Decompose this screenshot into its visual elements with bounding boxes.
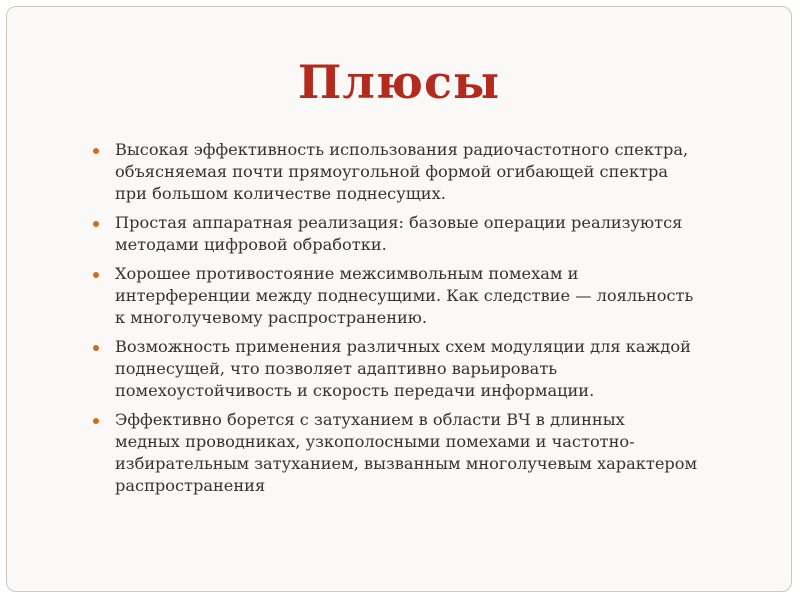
bullet-text: Простая аппаратная реализация: базовые операции реализуются методами цифровой обработки. <box>115 213 683 254</box>
bullet-dot-icon <box>93 148 99 154</box>
bullet-item <box>89 139 761 205</box>
bullet-text: Высокая эффективность использования радиочастотного спектра, объясняемая почти прямоугольной формой огибающей спектра при большом количестве поднесущих. <box>115 140 689 203</box>
bullet-text: Хорошее противостояние межсимвольным помехам и интерференции между поднесущими. Как следствие — лояльность к многолучевому распространению. <box>115 264 694 327</box>
bullet-item <box>89 212 761 256</box>
bullet-text: Возможность применения различных схем модуляции для каждой поднесущей, что позволяет адаптивно варьировать помехоустойчивость и скорость передачи информации. <box>115 337 691 400</box>
bullet-dot-icon <box>93 221 99 227</box>
slide <box>6 6 792 592</box>
bullet-dot-icon <box>93 272 99 278</box>
bullet-list <box>89 139 761 504</box>
bullet-item <box>89 409 761 497</box>
bullet-item <box>89 336 761 402</box>
bullet-item <box>89 263 761 329</box>
bullet-dot-icon <box>93 345 99 351</box>
slide-title: Плюсы <box>297 55 501 109</box>
bullet-text: Эффективно борется с затуханием в области ВЧ в длинных медных проводниках, узкополосными помехами и частотно- избирательным затуханием, вызванным многолучевым характером распространения <box>115 410 698 495</box>
bullet-dot-icon <box>93 418 99 424</box>
